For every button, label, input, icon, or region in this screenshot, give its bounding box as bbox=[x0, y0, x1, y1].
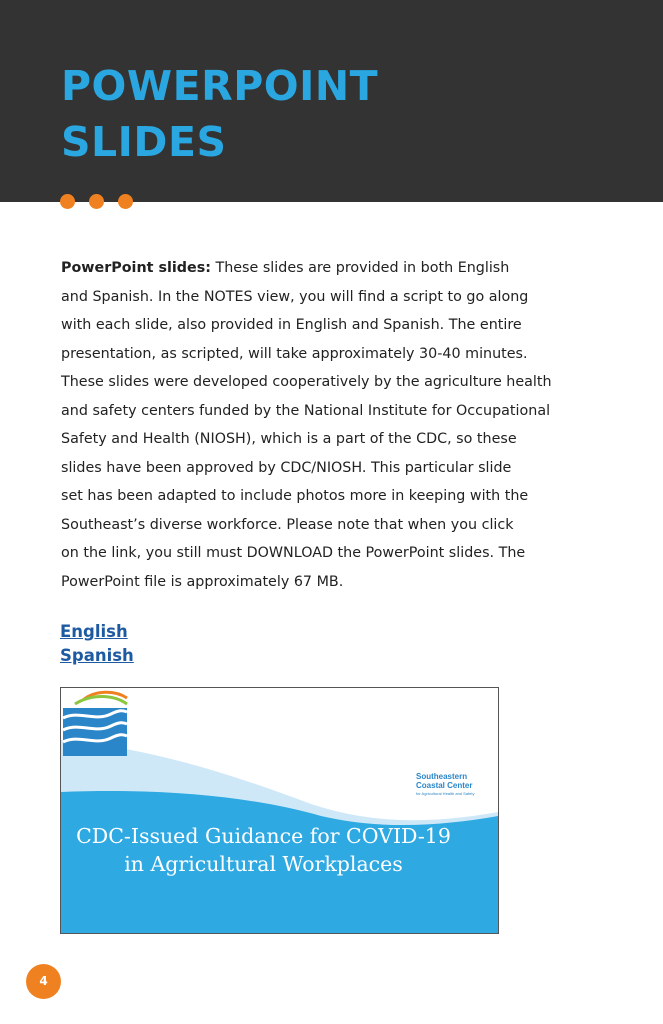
logo-wordmark: Southeastern Coastal Center bbox=[416, 772, 473, 790]
decorative-dots bbox=[60, 194, 133, 209]
text-line: presentation, as scripted, will take approximately 30-40 minutes. bbox=[61, 345, 528, 362]
page-title bbox=[61, 58, 378, 170]
text-line: set has been adapted to include photos more in keeping with the bbox=[61, 488, 529, 504]
description-paragraph bbox=[61, 254, 621, 596]
text-line: with each slide, also provided in English and Spanish. The entire bbox=[61, 317, 522, 333]
english-link[interactable]: English bbox=[60, 622, 128, 641]
spanish-link[interactable]: Spanish bbox=[60, 646, 134, 665]
title-line-1: POWERPOINT bbox=[61, 62, 379, 110]
coastal-center-logo-icon bbox=[61, 688, 133, 756]
text-line: on the link, you still must DOWNLOAD the PowerPoint slides. The bbox=[61, 545, 526, 561]
text-line: and safety centers funded by the National Institute for Occupational bbox=[61, 402, 551, 419]
text-line: Safety and Health (NIOSH), which is a part of the CDC, so these bbox=[61, 431, 517, 447]
dot-icon bbox=[60, 194, 75, 209]
text-line: slides have been approved by CDC/NIOSH. This particular slide bbox=[61, 459, 512, 476]
dot-icon bbox=[118, 194, 133, 209]
text-line: These slides are provided in both English bbox=[210, 260, 510, 276]
text-line: These slides were developed cooperatively by the agriculture health bbox=[61, 374, 552, 390]
lead-label: PowerPoint slides: bbox=[61, 260, 211, 276]
dot-icon bbox=[89, 194, 104, 209]
download-links bbox=[60, 620, 134, 668]
page-number-badge: 4 bbox=[26, 964, 61, 999]
slide-title: CDC-Issued Guidance for COVID-19 in Agricultural Workplaces bbox=[76, 824, 451, 876]
title-line-2: SLIDES bbox=[61, 118, 227, 166]
text-line: and Spanish. In the NOTES view, you will find a script to go along bbox=[61, 288, 529, 305]
logo-subtitle: for Agricultural Health and Safety bbox=[416, 791, 475, 796]
text-line: PowerPoint file is approximately 67 MB. bbox=[61, 573, 344, 590]
page-header bbox=[0, 0, 663, 202]
slide-preview bbox=[60, 687, 499, 934]
text-line: Southeast’s diverse workforce. Please note that when you click bbox=[61, 516, 514, 533]
